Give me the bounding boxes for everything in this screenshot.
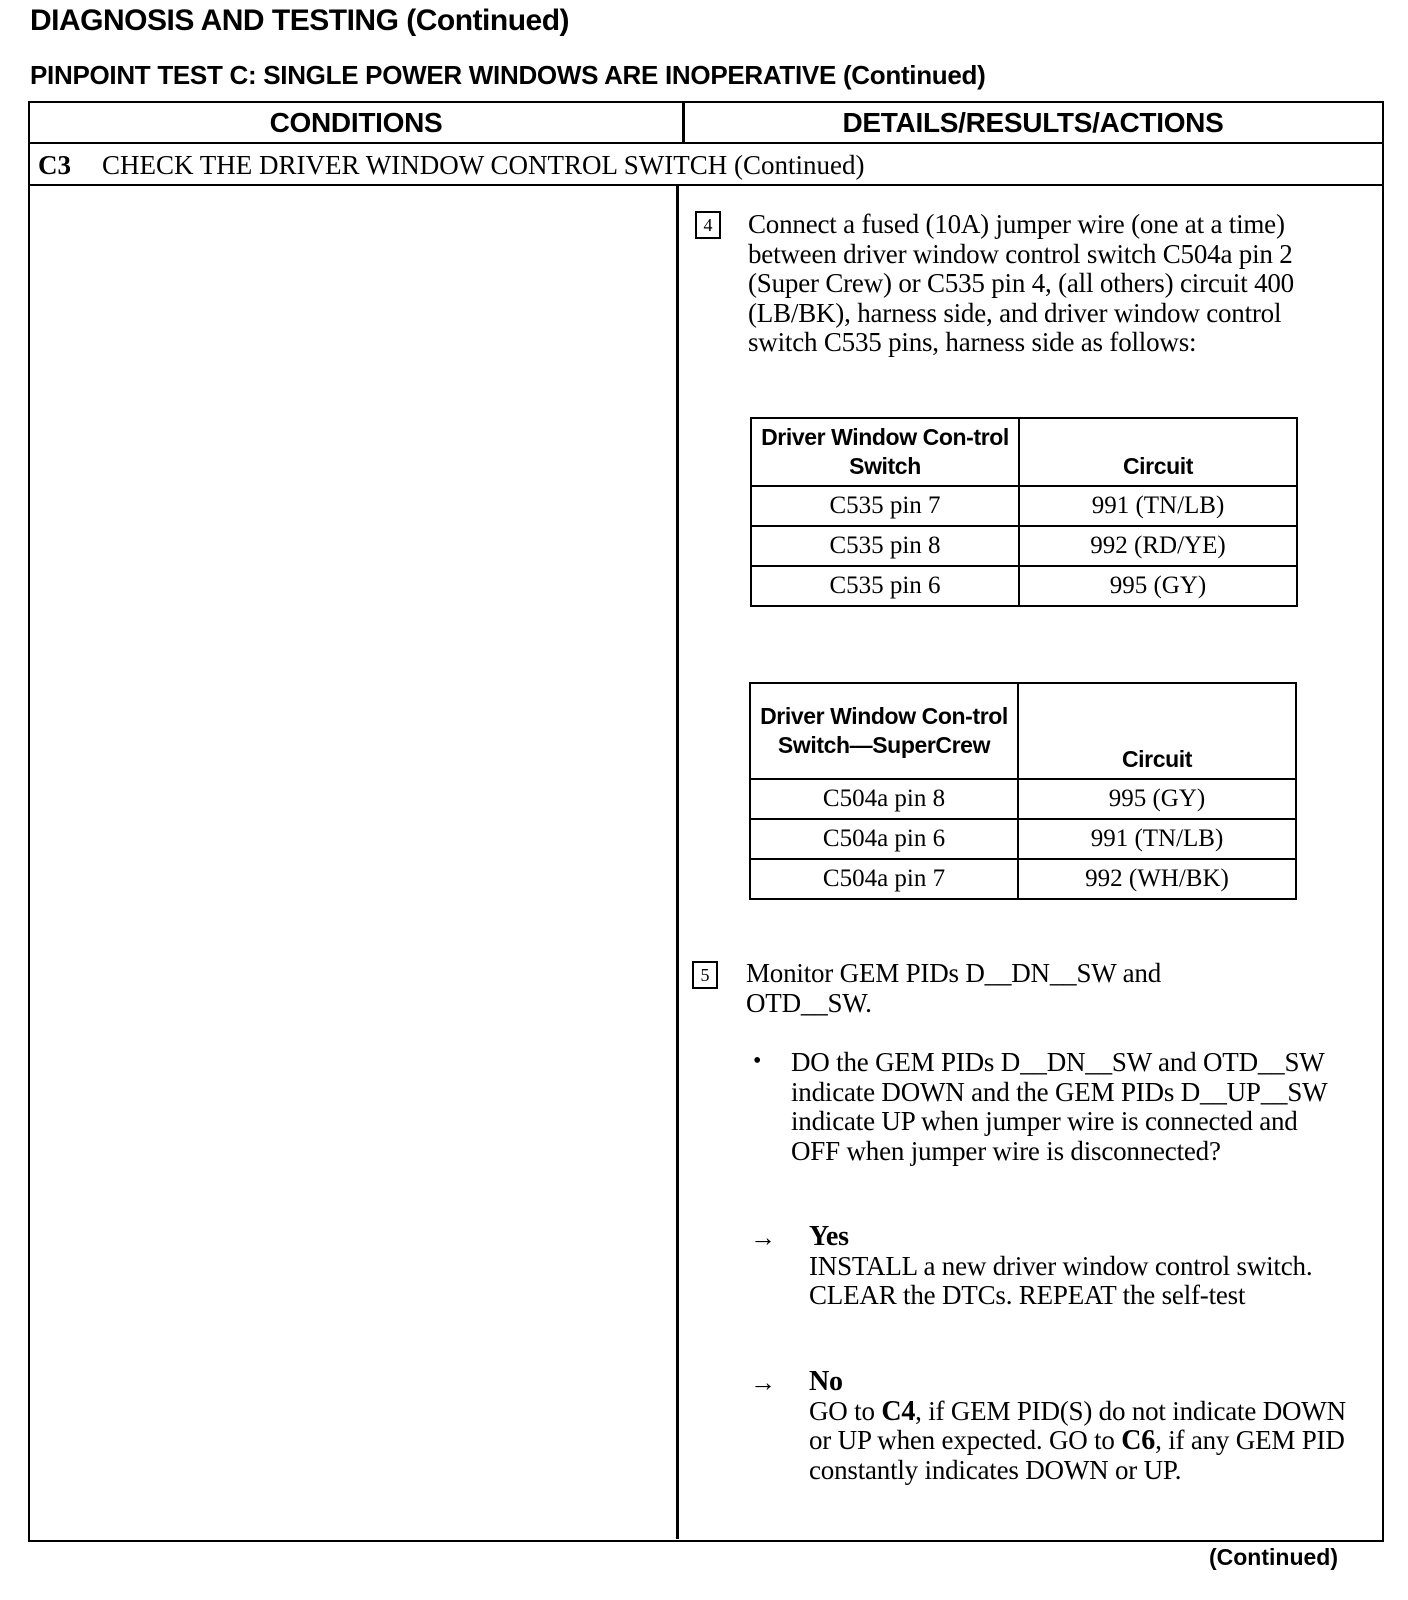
no-result xyxy=(809,1367,1354,1485)
pin-cell: C535 pin 8 xyxy=(751,526,1019,566)
pin-column-header: Driver Window Con-trol Switch—SuperCrew xyxy=(750,683,1018,779)
yes-arrow-icon: → xyxy=(750,1223,776,1252)
circuit-cell: 992 (WH/BK) xyxy=(1018,859,1296,899)
section-id: C3 xyxy=(38,150,71,180)
step-5-question: DO the GEM PIDs D__DN__SW and OTD__SW indicate DOWN and the GEM PIDs D__UP__SW indicate UP when jumper wire is connected and OFF when jumper wire is disconnected? xyxy=(791,1047,1327,1166)
details-header: DETAILS/RESULTS/ACTIONS xyxy=(842,107,1224,138)
table-header-row xyxy=(751,418,1297,486)
table-row xyxy=(750,779,1296,819)
step-5-text: Monitor GEM PIDs D__DN__SW and OTD__SW. xyxy=(746,958,1162,1018)
section-title: CHECK THE DRIVER WINDOW CONTROL SWITCH (Continued) xyxy=(102,150,865,180)
pin-cell: C504a pin 6 xyxy=(750,819,1018,859)
yes-action: INSTALL a new driver window control switch. CLEAR the DTCs. REPEAT the self-test xyxy=(809,1250,1313,1310)
circuit-cell: 991 (TN/LB) xyxy=(1019,486,1297,526)
section-row xyxy=(30,144,1382,186)
pin-cell: C535 pin 6 xyxy=(751,566,1019,606)
step-5-box: 5 xyxy=(692,961,718,989)
table-row xyxy=(751,566,1297,606)
circuit-column-header: Circuit xyxy=(1018,683,1296,779)
no-ref-c6: C6 xyxy=(1121,1425,1156,1456)
column-divider xyxy=(676,186,679,1539)
table-row xyxy=(751,526,1297,566)
no-action-part-3: , if any GEM PID constantly indicates DOWN or UP. xyxy=(809,1425,1345,1485)
table-header-row xyxy=(750,683,1296,779)
bullet-icon: • xyxy=(753,1048,762,1074)
yes-result xyxy=(809,1222,1329,1311)
circuit-cell: 992 (RD/YE) xyxy=(1019,526,1297,566)
step-4-text: Connect a fused (10A) jumper wire (one at a time) between driver window control switch C504a pin 2 (Super Crew) or C535 pin 4, (all others) circuit 400 (LB/BK), harness side, and driver window control switch C535 pins, harness side as follows: xyxy=(748,209,1294,357)
circuit-cell: 991 (TN/LB) xyxy=(1018,819,1296,859)
no-action-part-2: , if GEM PID(S) do not indicate DOWN or UP when expected. GO to xyxy=(809,1395,1346,1455)
diagnostic-table xyxy=(28,101,1384,1542)
pin-cell: C504a pin 8 xyxy=(750,779,1018,819)
circuit-cell: 995 (GY) xyxy=(1018,779,1296,819)
yes-label: Yes xyxy=(809,1221,849,1252)
continued-footer: (Continued) xyxy=(1208,1544,1338,1570)
no-action-part-1: GO to xyxy=(809,1395,882,1426)
step-4-box: 4 xyxy=(695,211,721,239)
pin-cell: C535 pin 7 xyxy=(751,486,1019,526)
table-row xyxy=(751,486,1297,526)
column-divider-top xyxy=(682,103,685,144)
pin-column-header: Driver Window Con-trol Switch xyxy=(751,418,1019,486)
circuit-cell: 995 (GY) xyxy=(1019,566,1297,606)
conditions-header: CONDITIONS xyxy=(269,107,443,138)
pin-cell: C504a pin 7 xyxy=(750,859,1018,899)
no-arrow-icon: → xyxy=(750,1368,776,1397)
no-label: No xyxy=(809,1366,843,1397)
pin-table-standard xyxy=(750,417,1298,607)
pinpoint-test-title: PINPOINT TEST C: SINGLE POWER WINDOWS ARE INOPERATIVE (Continued) xyxy=(30,60,986,90)
page-title: DIAGNOSIS AND TESTING (Continued) xyxy=(30,4,570,37)
column-header-row xyxy=(30,103,1382,144)
table-row xyxy=(750,859,1296,899)
no-ref-c4: C4 xyxy=(881,1395,916,1427)
table-row xyxy=(750,819,1296,859)
circuit-column-header: Circuit xyxy=(1019,418,1297,486)
pin-table-supercrew xyxy=(749,682,1297,900)
